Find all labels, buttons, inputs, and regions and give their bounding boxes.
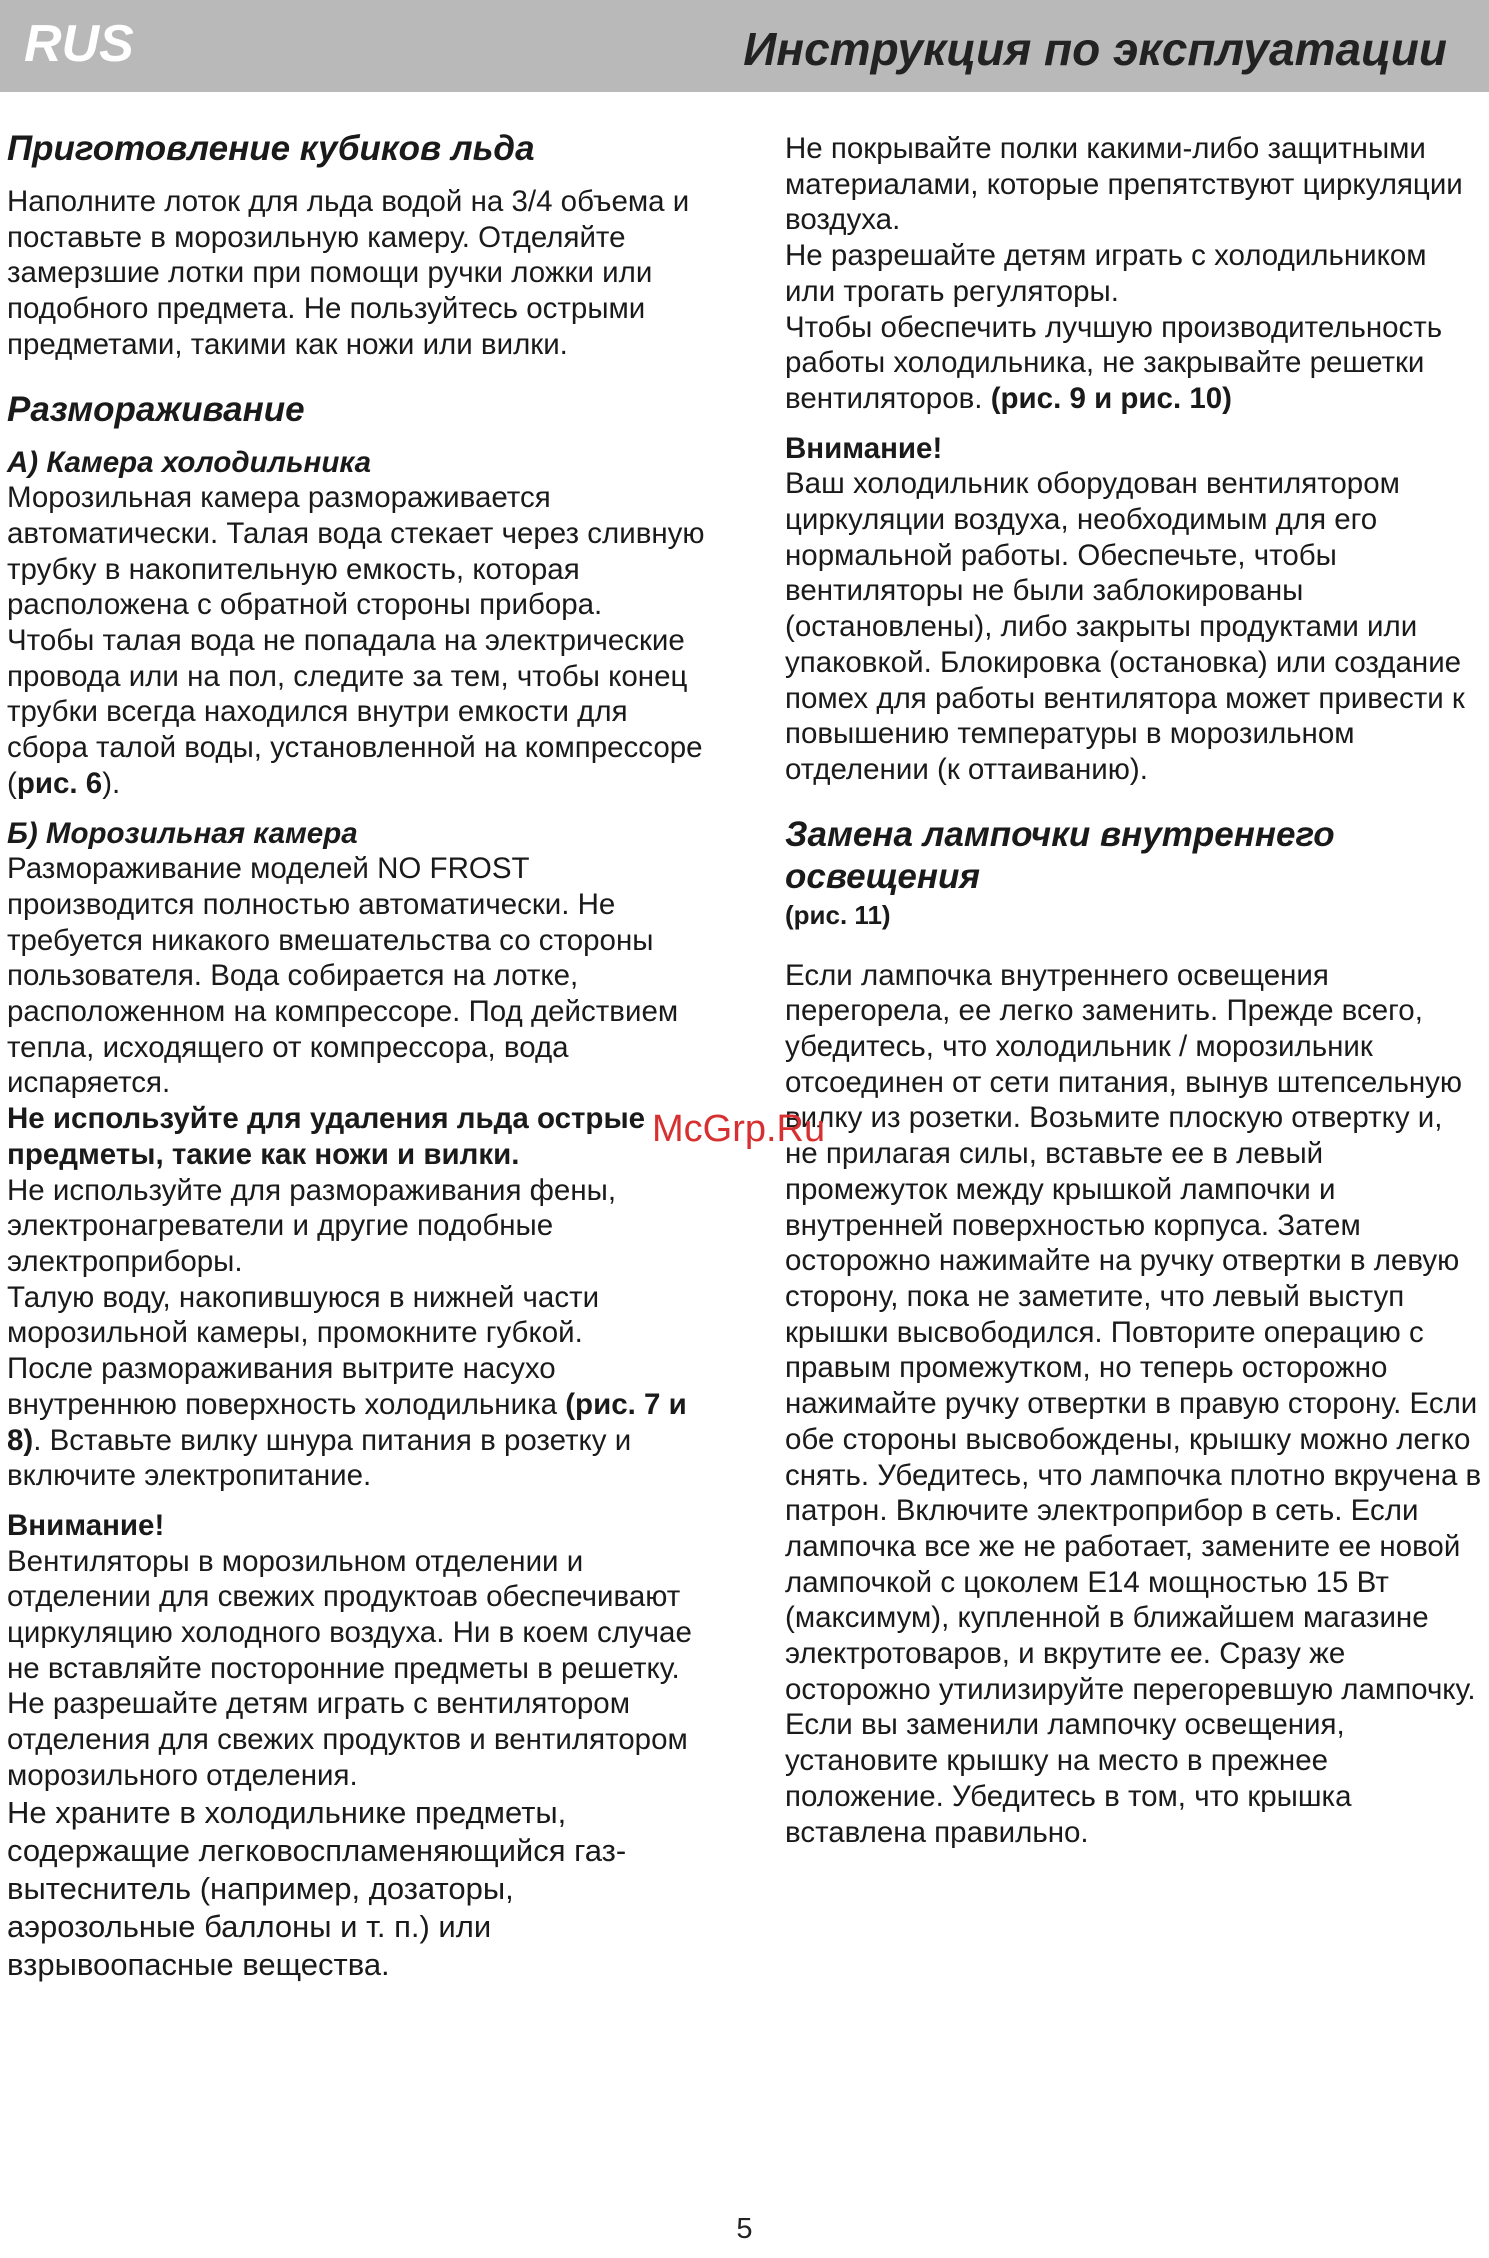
attention-text: Вентиляторы в морозильном отделении и отделении для свежих продуктоав обеспечивают циркуляцию холодного воздуха. Ни в коем случае не вставляйте посторонние предметы в решетку. Не разрешайте детям играть с вентилятором отделения для свежих продуктов и вентилятором морозильного отделения. bbox=[7, 1544, 692, 1792]
attention-heading: Внимание! bbox=[7, 1508, 165, 1542]
lamp-figure-ref: (рис. 11) bbox=[785, 899, 891, 930]
vents-text: Чтобы обеспечить лучшую производительность работы холодильника, не закрывайте решетки вентиляторов. (рис. 9 и рис. 10) bbox=[785, 310, 1443, 415]
watermark: McGrp.Ru bbox=[652, 1108, 826, 1150]
attention-heading: Внимание! bbox=[785, 431, 943, 465]
figure-ref: (рис. 9 и рис. 10) bbox=[990, 381, 1232, 415]
fridge-text-2: Чтобы талая вода не попадала на электрические провода или на пол, следите за тем, чтобы конец трубки всегда находился внутри емкости для сбора талой воды, установленной на компрессоре (рис. 6). bbox=[7, 624, 703, 800]
language-label: RUS bbox=[24, 15, 134, 73]
lamp-heading: Замена лампочки внутреннего освещения bbox=[785, 814, 1335, 896]
figure-ref: рис. 6 bbox=[16, 766, 103, 800]
flammable-warning: Не храните в холодильнике предметы, содержащие легковоспламеняющийся газ-вытеснитель (например, дозаторы, аэрозольные баллоны и т. п.) или взрывоопасные вещества. bbox=[7, 1794, 627, 1982]
freezer-subheading: Б) Морозильная камера bbox=[7, 816, 358, 850]
lamp-text-2: Если вы заменили лампочку освещения, установите крышку на место в прежнее положение. Убедитесь в том, что крышка вставлена правильно. bbox=[785, 1708, 1352, 1849]
freezer-text-4: После размораживания вытрите насухо внутреннюю поверхность холодильника (рис. 7 и 8). Вставьте вилку шнура питания в розетку и включите электропитание. bbox=[7, 1352, 687, 1493]
shelves-text: Не покрывайте полки какими-либо защитными материалами, которые препятствуют циркуляции воздуха. bbox=[785, 132, 1463, 237]
freezer-text-3: Талую воду, накопившуюся в нижней части морозильной камеры, промокните губкой. bbox=[7, 1280, 600, 1350]
fridge-subheading: А) Камера холодильника bbox=[7, 445, 372, 479]
page-number: 5 bbox=[736, 2213, 753, 2245]
manual-title: Инструкция по эксплуатации bbox=[743, 23, 1447, 75]
left-column bbox=[7, 128, 709, 1984]
freezer-text-1: Размораживание моделей NO FROST производится полностью автоматически. Не требуется никакого вмешательства со стороны пользователя. Вода собирается на лотке, расположенном на компрессоре. Под действием тепла, исходящего от компрессора, вода испаряется. bbox=[7, 852, 679, 1100]
attention-text: Ваш холодильник оборудован вентилятором циркуляции воздуха, необходимым для его нормальной работы. Обеспечьте, чтобы вентиляторы не были заблокированы (остановлены), либо закрыты продуктами или упаковкой. Блокировка (остановка) или создание помех для работы вентилятора может привести к повышению температуры в морозильном отделении (к оттаиванию). bbox=[785, 467, 1465, 786]
ice-text: Наполните лоток для льда водой на 3/4 объема и поставьте в морозильную камеру. Отделяйте замерзшие лотки при помощи ручки ложки или подобного предмета. Не пользуйтесь острыми предметами, такими как ножи или вилки. bbox=[7, 185, 690, 361]
children-text: Не разрешайте детям играть с холодильником или трогать регуляторы. bbox=[785, 239, 1427, 308]
ice-heading: Приготовление кубиков льда bbox=[7, 129, 535, 168]
lamp-text-1: Если лампочка внутреннего освещения перегорела, ее легко заменить. Прежде всего, убедитесь, что холодильник / морозильник отсоединен от сети питания, вынув штепсельную вилку из розетки. Возьмите плоскую отвертку и, не прилагая силы, вставьте ее в левый промежуток между крышкой лампочки и внутренней поверхностью корпуса. Затем осторожно нажимайте на ручку отвертки в левую сторону, пока не заметите, что левый выступ крышки высвободился. Повторите операцию с правым промежутком, но теперь осторожно нажимайте ручку отвертки в правую сторону. Если обе стороны высвобождены, крышку можно легко снять. Убедитесь, что лампочка плотно вкручена в патрон. Включите электроприбор в сеть. Если лампочка все же не работает, замените ее новой лампочкой с цоколем E14 мощностью 15 Вт (максимум), купленной в ближайшем магазине электротоваров, и вкрутите ее. Сразу же осторожно утилизируйте перегоревшую лампочку. bbox=[785, 958, 1482, 1706]
fridge-text-1: Морозильная камера размораживается автоматически. Талая вода стекает через сливную трубку в накопительную емкость, которая расположена с обратной стороны прибора. bbox=[7, 481, 705, 622]
right-column bbox=[785, 131, 1483, 1850]
figure-ref: (рис. 7 и 8) bbox=[7, 1387, 687, 1457]
page-header bbox=[0, 0, 1489, 92]
freezer-text-2: Не используйте для размораживания фены, электронагреватели и другие подобные электроприборы. bbox=[7, 1173, 617, 1278]
defrost-heading: Размораживание bbox=[7, 389, 305, 429]
freezer-warning: Не используйте для удаления льда острые предметы, такие как ножи и вилки. bbox=[7, 1102, 646, 1171]
